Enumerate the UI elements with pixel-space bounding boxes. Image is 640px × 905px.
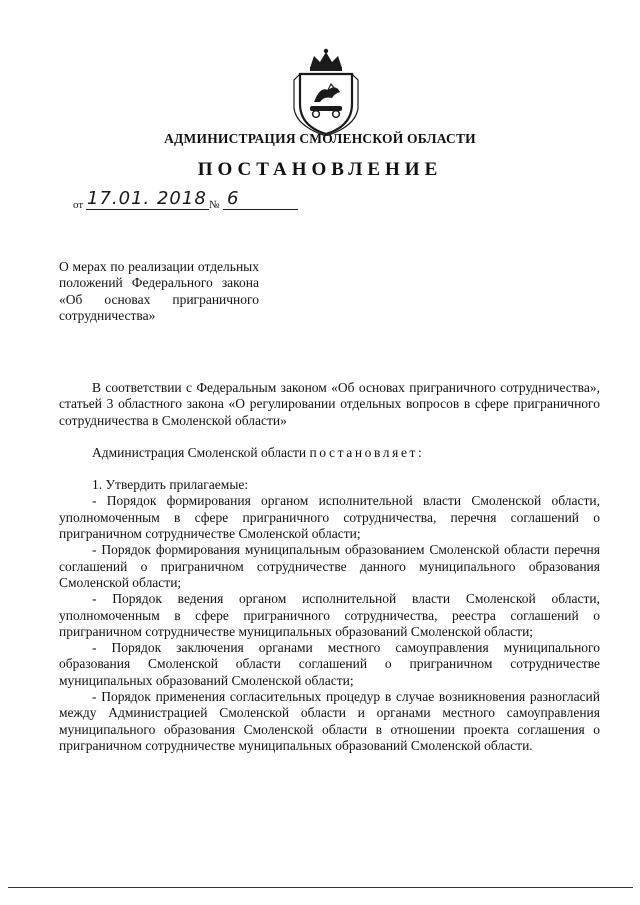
document-subject: О мерах по реализации отдельных положений Федерального закона «Об основах приграничного сотрудничества» xyxy=(59,259,259,323)
preamble-paragraph: В соответствии с Федеральным законом «Об основах приграничного сотрудничества», статьей 3 областного закона «О регулировании отдельных вопросов в сфере приграничного сотрудничества в Смоленской области» xyxy=(59,380,600,428)
item-paragraph: - Порядок ведения органом исполнительной власти Смоленской области, уполномоченным в сфере приграничного сотрудничества, реестра соглашений о приграничном сотрудничестве муниципальных образований Смоленской области; xyxy=(59,591,600,639)
smolensk-coat-of-arms-icon xyxy=(290,46,362,136)
resolves-word: постановляет: xyxy=(309,444,425,460)
date-underline xyxy=(86,209,209,210)
item-paragraph: - Порядок формирования органом исполнительной власти Смоленской области, уполномоченным в сфере приграничного сотрудничества, перечня соглашений о приграничном сотрудничестве Смоленской области; xyxy=(59,493,600,542)
number-underline xyxy=(223,209,298,210)
number-label: № xyxy=(209,199,220,211)
handwritten-date: 17.01. 2018 xyxy=(87,188,207,209)
organization-name: АДМИНИСТРАЦИЯ СМОЛЕНСКОЙ ОБЛАСТИ xyxy=(164,131,476,146)
date-label: от xyxy=(73,199,84,211)
item-paragraph: - Порядок формирования муниципальным образованием Смоленской области перечня соглашений о приграничном сотрудничестве данного муниципального образования Смоленской области; xyxy=(59,542,600,590)
item-paragraph: - Порядок заключения органами местного самоуправления муниципального образования Смоленской области соглашений о приграничном сотрудничестве муниципальных образований Смоленской области; xyxy=(59,640,600,688)
item-paragraph: 1. Утвердить прилагаемые: xyxy=(92,477,249,493)
document-body xyxy=(59,380,600,754)
resolves-prefix: Администрация Смоленской области xyxy=(92,444,307,460)
document-type-title: ПОСТАНОВЛЕНИЕ xyxy=(197,159,443,180)
page-bottom-border xyxy=(8,887,633,888)
handwritten-number: 6 xyxy=(227,188,240,209)
item-paragraph: - Порядок применения согласительных процедур в случае возникновения разногласий между Администрацией Смоленской области и органами местного самоуправления муниципального образования Смоленской области в отношении проекта соглашения о приграничном сотрудничестве муниципальных образований Смоленской области. xyxy=(59,689,600,753)
resolves-paragraph xyxy=(59,445,600,461)
date-number-line xyxy=(73,187,313,215)
